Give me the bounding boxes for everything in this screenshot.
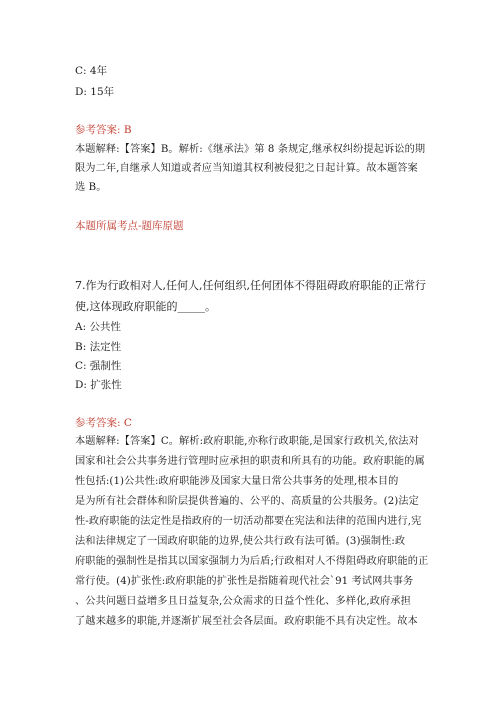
q7-explanation-line-7: 府职能的强制性是指其以国家强制力为后盾;行政相对人不得阻碍政府职能的正 bbox=[75, 556, 429, 567]
q7-answer: 参考答案: C bbox=[75, 417, 132, 429]
q7-stem-line-2: 使,这体现政府职能的_____。 bbox=[75, 300, 216, 313]
q7-explanation-line-2: 国家和社会公共事务进行管理时应承担的职责和所具有的功能。政府职能的属 bbox=[75, 456, 425, 467]
q7-explanation-line-1: 本题解释:【答案】C。解析:政府职能,亦称行政职能,是国家行政机关,依法对 bbox=[75, 436, 419, 447]
prev-option-c: C: 4年 bbox=[75, 65, 108, 77]
q7-option-d: D: 扩张性 bbox=[75, 379, 122, 391]
q7-explanation-line-6: 法和法律规定了一国政府职能的边界,使公共行政有法可循。(3)强制性:政 bbox=[75, 536, 406, 547]
prev-option-d: D: 15年 bbox=[75, 86, 115, 98]
prev-answer: 参考答案: B bbox=[75, 124, 132, 136]
q7-explanation-line-9: 、公共问题日益增多且日益复杂,公众需求的日益个性化、多样化,政府承担 bbox=[75, 596, 411, 607]
q7-explanation-line-5: 性-政府职能的法定性是指政府的一切活动都要在宪法和法律的范围内进行,宪 bbox=[75, 516, 422, 527]
prev-explanation-line-1: 本题解释:【答案】B。解析:《继承法》第 8 条规定,继承权纠纷提起诉讼的期 bbox=[75, 144, 426, 155]
q7-explanation-line-3: 性包括:(1)公共性:政府职能涉及国家大量日常公共事务的处理,根本目的 bbox=[75, 476, 399, 487]
prev-explanation-line-3: 选 B。 bbox=[75, 182, 107, 193]
q7-option-b: B: 法定性 bbox=[75, 341, 122, 353]
q7-option-a: A: 公共性 bbox=[75, 321, 121, 333]
prev-source: 本题所属考点-题库原题 bbox=[75, 220, 184, 232]
q7-explanation-line-10: 了越来越多的职能,并逐渐扩展至社会各层面。政府职能不具有决定性。故本 bbox=[75, 616, 418, 627]
q7-explanation-line-4: 是为所有社会群体和阶层提供普遍的、公平的、高质量的公共服务。(2)法定 bbox=[75, 496, 419, 507]
q7-explanation-line-8: 常行使。(4)扩张性:政府职能的扩张性是指随着现代社会`91 考试网共事务 bbox=[75, 576, 414, 587]
prev-explanation-line-2: 限为二年,自继承人知道或者应当知道其权利被侵犯之日起计算。故本题答案 bbox=[75, 163, 418, 174]
q7-stem-line-1: 7.作为行政相对人,任何人,任何组织,任何团体不得阻碍政府职能的正常行 bbox=[75, 279, 426, 292]
q7-option-c: C: 强制性 bbox=[75, 360, 122, 372]
